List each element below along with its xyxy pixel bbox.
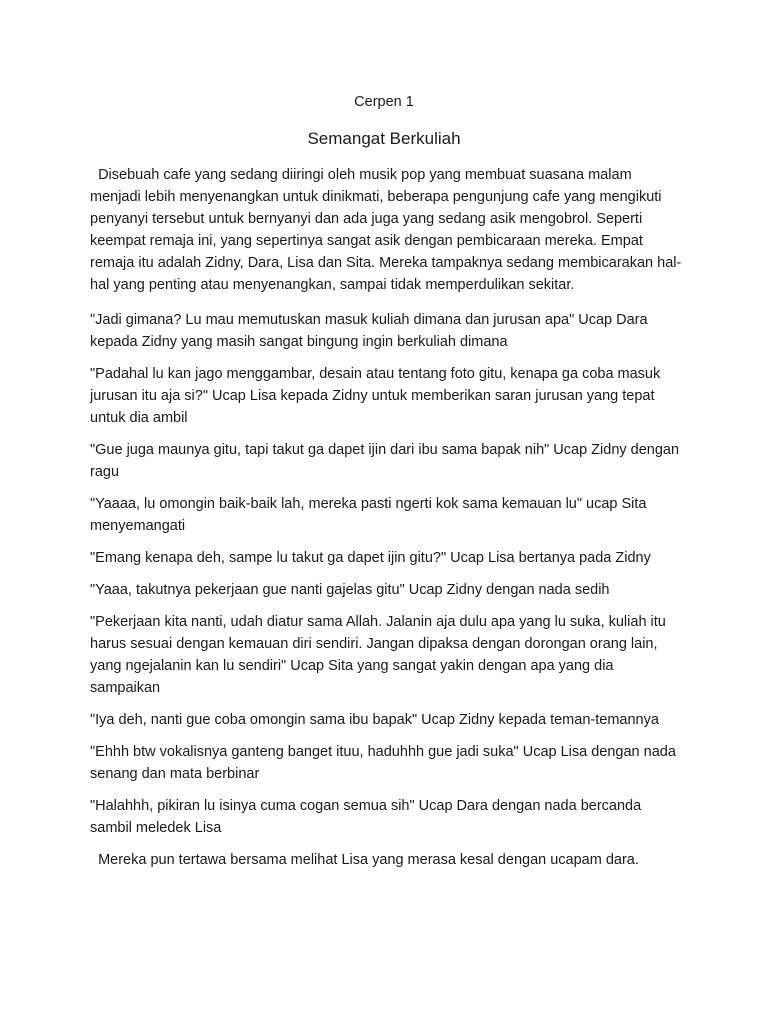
paragraph-1: Disebuah cafe yang sedang diiringi oleh musik pop yang membuat suasana malam menjadi lebih menyenangkan untuk dinikmati, beberapa pengunjung cafe yang mengikuti penyanyi tersebut untuk bernyanyi dan ada juga yang sedang asik mengobrol. Seperti keempat remaja ini, yang sepertinya sangat asik dengan pembicaraan mereka. Empat remaja itu adalah Zidny, Dara, Lisa dan Sita. Mereka tampaknya sedang membicarakan hal-hal yang penting atau menyenangkan, sampai tidak memperdulikan sekitar. (90, 167, 682, 293)
paragraph-11: "Halahhh, pikiran lu isinya cuma cogan semua sih" Ucap Dara dengan nada bercanda sambil meledek Lisa (90, 798, 646, 836)
paragraph-4: "Gue juga maunya gitu, tapi takut ga dapet ijin dari ibu sama bapak nih" Ucap Zidny dengan ragu (90, 442, 684, 480)
paragraph-10: "Ehhh btw vokalisnya ganteng banget ituu, haduhhh gue jadi suka" Ucap Lisa dengan nada senang dan mata berbinar (90, 744, 680, 782)
paragraph-7: "Yaaa, takutnya pekerjaan gue nanti gajelas gitu" Ucap Zidny dengan nada sedih (90, 582, 610, 598)
paragraph-3: "Padahal lu kan jago menggambar, desain atau tentang foto gitu, kenapa ga coba masuk jurusan itu aja si?" Ucap Lisa kepada Zidny untuk memberikan saran jurusan yang tepat untuk dia ambil (90, 366, 665, 426)
story-label: Cerpen 1 (354, 94, 414, 110)
paragraph-8: "Pekerjaan kita nanti, udah diatur sama Allah. Jalanin aja dulu apa yang lu suka, kuliah itu harus sesuai dengan kemauan diri sendiri. Jangan dipaksa dengan dorongan orang lain, yang ngejalanin kan lu sendiri" Ucap Sita yang sangat yakin dengan apa yang dia sampaikan (90, 614, 670, 696)
paragraph-12: Mereka pun tertawa bersama melihat Lisa yang merasa kesal dengan ucapam dara. (90, 852, 639, 868)
paragraph-6: "Emang kenapa deh, sampe lu takut ga dapet ijin gitu?" Ucap Lisa bertanya pada Zidny (90, 550, 651, 566)
story-body (90, 164, 685, 881)
paragraph-9: "Iya deh, nanti gue coba omongin sama ibu bapak" Ucap Zidny kepada teman-temannya (90, 712, 659, 728)
paragraph-2: "Jadi gimana? Lu mau memutuskan masuk kuliah dimana dan jurusan apa" Ucap Dara kepada Zidny yang masih sangat bingung ingin berkuliah dimana (90, 312, 652, 350)
story-title: Semangat Berkuliah (307, 129, 461, 148)
paragraph-5: "Yaaaa, lu omongin baik-baik lah, mereka pasti ngerti kok sama kemauan lu" ucap Sita menyemangati (90, 496, 651, 534)
